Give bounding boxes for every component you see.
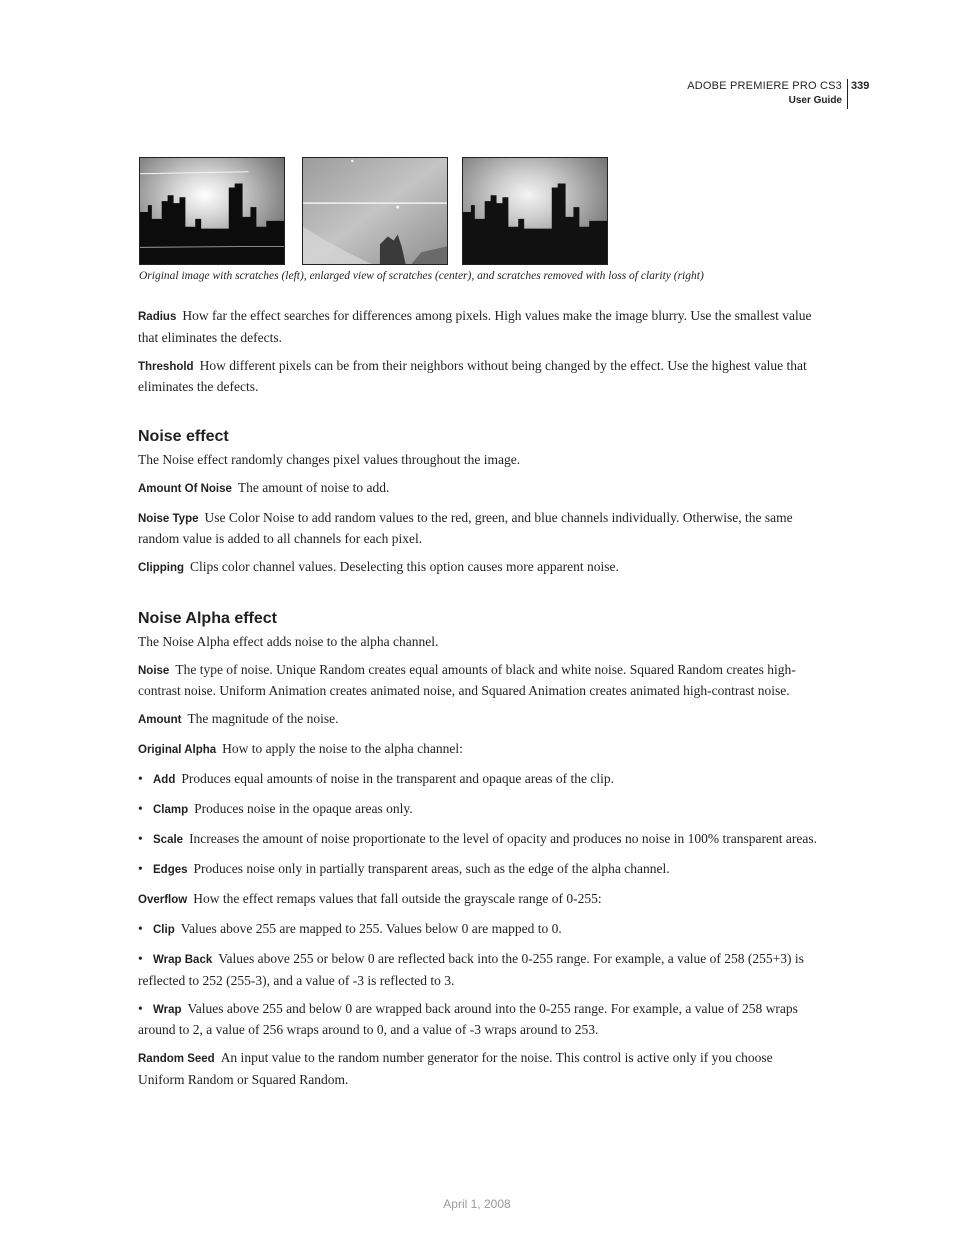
footer-date: April 1, 2008 bbox=[443, 1197, 511, 1211]
bullet-wrap-back bbox=[138, 949, 818, 990]
desc-add: Produces equal amounts of noise in the transparent and opaque areas of the clip. bbox=[181, 771, 614, 786]
term-original-alpha: Original Alpha bbox=[138, 744, 217, 756]
term-amount-of-noise: Amount Of Noise bbox=[138, 482, 232, 495]
desc-scale: Increases the amount of noise proportionate to the level of opacity and produces no noise in 100% transparent areas. bbox=[189, 831, 817, 846]
param-original-alpha bbox=[138, 739, 818, 761]
param-overflow bbox=[138, 889, 818, 911]
bullet-add bbox=[138, 769, 818, 791]
term-edges: Edges bbox=[153, 864, 188, 876]
bullet-marker: • bbox=[138, 1000, 143, 1016]
term-random-seed: Random Seed bbox=[138, 1053, 215, 1065]
desc-amount: The magnitude of the noise. bbox=[187, 711, 339, 726]
term-scale: Scale bbox=[153, 834, 184, 846]
heading-noise-alpha-effect: Noise Alpha effect bbox=[138, 609, 277, 627]
bullet-marker: • bbox=[138, 861, 143, 876]
param-clipping bbox=[138, 557, 818, 579]
term-clipping: Clipping bbox=[138, 562, 184, 574]
page-header bbox=[687, 78, 870, 108]
term-clamp: Clamp bbox=[153, 804, 189, 816]
desc-edges: Produces noise only in partially transparent areas, such as the edge of the alpha channel. bbox=[193, 861, 670, 876]
page-number: 339 bbox=[851, 80, 870, 92]
term-amount: Amount bbox=[138, 714, 182, 726]
bullet-marker: • bbox=[138, 921, 143, 936]
term-threshold: Threshold bbox=[138, 360, 194, 373]
bullet-marker: • bbox=[138, 771, 143, 786]
main-content bbox=[138, 306, 818, 1098]
param-noise bbox=[138, 660, 818, 701]
term-add: Add bbox=[153, 774, 176, 786]
noise-alpha-intro: The Noise Alpha effect adds noise to the alpha channel. bbox=[138, 633, 439, 649]
term-wrap-back: Wrap Back bbox=[153, 954, 213, 966]
desc-radius: How far the effect searches for differences among pixels. High values make the image blurry. Use the smallest value that eliminates the defects. bbox=[138, 308, 812, 345]
desc-clip: Values above 255 are mapped to 255. Values below 0 are mapped to 0. bbox=[180, 921, 562, 936]
term-overflow: Overflow bbox=[138, 894, 188, 906]
bullet-marker: • bbox=[138, 951, 143, 966]
desc-wrap: Values above 255 and below 0 are wrapped back around into the 0-255 range. For example, a value of 258 wraps around to 2, a value of 256 wraps around to 0, and a value of -3 wraps around to 253. bbox=[138, 1000, 798, 1037]
bullet-marker: • bbox=[138, 801, 143, 816]
param-threshold bbox=[138, 356, 818, 397]
term-noise: Noise bbox=[138, 664, 170, 677]
heading-noise-effect: Noise effect bbox=[138, 427, 229, 445]
scratches-removed-image bbox=[462, 157, 608, 265]
param-amount bbox=[138, 709, 818, 731]
desc-clipping: Clips color channel values. Deselecting this option causes more apparent noise. bbox=[190, 559, 619, 574]
desc-random-seed: An input value to the random number generator for the noise. This control is active only if you choose Uniform Random or Squared Random. bbox=[138, 1050, 773, 1087]
header-guide: User Guide bbox=[788, 95, 842, 106]
param-noise-type bbox=[138, 508, 818, 549]
bullet-edges bbox=[138, 859, 818, 881]
desc-noise: The type of noise. Unique Random creates equal amounts of black and white noise. Squared Random creates high-contrast noise. Uniform Animation creates animated noise, and Squared Animation creates animated high-contrast noise. bbox=[138, 661, 796, 698]
desc-noise-type: Use Color Noise to add random values to the red, green, and blue channels individually. Otherwise, the same random value is added to all channels for each pixel. bbox=[138, 509, 793, 546]
param-amount-of-noise bbox=[138, 478, 818, 500]
figure-caption: Original image with scratches (left), enlarged view of scratches (center), and scratches removed with loss of clarity (right) bbox=[139, 270, 704, 282]
term-noise-type: Noise Type bbox=[138, 512, 199, 525]
bullet-wrap bbox=[138, 999, 818, 1040]
header-product: ADOBE PREMIERE PRO CS3 bbox=[687, 80, 842, 92]
desc-clamp: Produces noise in the opaque areas only. bbox=[194, 801, 413, 816]
desc-overflow: How the effect remaps values that fall outside the grayscale range of 0-255: bbox=[193, 891, 602, 906]
bullet-scale bbox=[138, 829, 818, 851]
term-wrap: Wrap bbox=[153, 1003, 182, 1016]
desc-amount-of-noise: The amount of noise to add. bbox=[237, 479, 390, 495]
desc-original-alpha: How to apply the noise to the alpha channel: bbox=[222, 741, 463, 756]
param-radius bbox=[138, 306, 818, 347]
term-clip: Clip bbox=[153, 924, 175, 936]
header-rule bbox=[847, 79, 848, 109]
scratches-enlarged-image bbox=[302, 157, 448, 265]
desc-wrap-back: Values above 255 or below 0 are reflected back into the 0-255 range. For example, a value of 258 (255+3) is reflected to 252 (255-3), and a value of -3 is reflected to 3. bbox=[138, 951, 804, 988]
bullet-marker: • bbox=[138, 831, 143, 846]
bullet-clamp bbox=[138, 799, 818, 821]
term-radius: Radius bbox=[138, 311, 177, 323]
scratches-original-image bbox=[139, 157, 285, 265]
noise-intro: The Noise effect randomly changes pixel values throughout the image. bbox=[138, 451, 521, 467]
bullet-clip bbox=[138, 919, 818, 941]
param-random-seed bbox=[138, 1048, 818, 1089]
desc-threshold: How different pixels can be from their neighbors without being changed by the effect. Use the highest value that eliminates the defects. bbox=[138, 357, 807, 394]
